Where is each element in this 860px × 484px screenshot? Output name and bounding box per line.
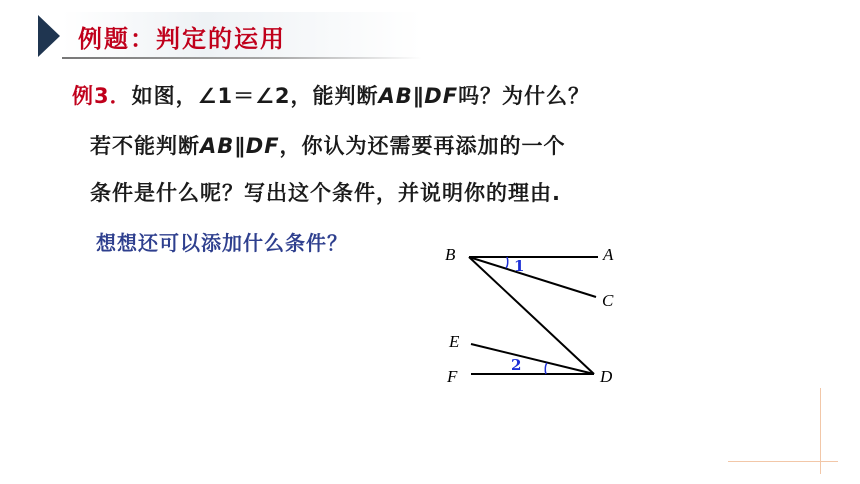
- point-a-label: A: [603, 245, 614, 264]
- angle-1-label: 1: [514, 257, 525, 275]
- body-line2-df: DF: [245, 134, 280, 158]
- question-text-start: 如图，∠1＝∠2，能判断: [131, 84, 379, 108]
- body-line2-ab: AB: [200, 134, 235, 158]
- point-f-label: F: [447, 367, 458, 386]
- angle-2-arc: [545, 363, 547, 374]
- line-bc: [469, 257, 596, 297]
- hint-text: 想想还可以添加什么条件？: [96, 231, 348, 255]
- body-line2-start: 若不能判断: [90, 134, 200, 158]
- header-divider: [62, 57, 422, 59]
- body-line2-end: ，你认为还需要再添加的一个: [279, 134, 566, 158]
- question-line: [72, 80, 590, 110]
- body-line-3: 条件是什么呢？写出这个条件，并说明你的理由.: [90, 181, 561, 205]
- question-parallel-symbol: ∥: [412, 84, 425, 108]
- page-title: 例题：判定的运用: [78, 25, 286, 53]
- body-line2-parallel-symbol: ∥: [234, 134, 246, 158]
- geometry-figure: [436, 238, 636, 398]
- point-d-label: D: [600, 367, 613, 386]
- angle-2-label: 2: [511, 356, 522, 374]
- question-line-ab: AB: [378, 84, 413, 108]
- point-e-label: E: [449, 332, 460, 351]
- question-line-df: DF: [424, 84, 459, 108]
- angle-1-arc: [506, 257, 508, 268]
- line-bd: [469, 257, 594, 374]
- example-label: 例3．: [72, 84, 132, 108]
- body-line-2: [90, 130, 566, 160]
- point-b-label: B: [445, 245, 456, 264]
- line-ed: [471, 344, 594, 374]
- question-text-end: 吗？为什么？: [458, 84, 591, 108]
- header-arrow-icon: [38, 15, 60, 57]
- point-c-label: C: [602, 291, 614, 310]
- decorative-horizontal-line: [728, 461, 838, 462]
